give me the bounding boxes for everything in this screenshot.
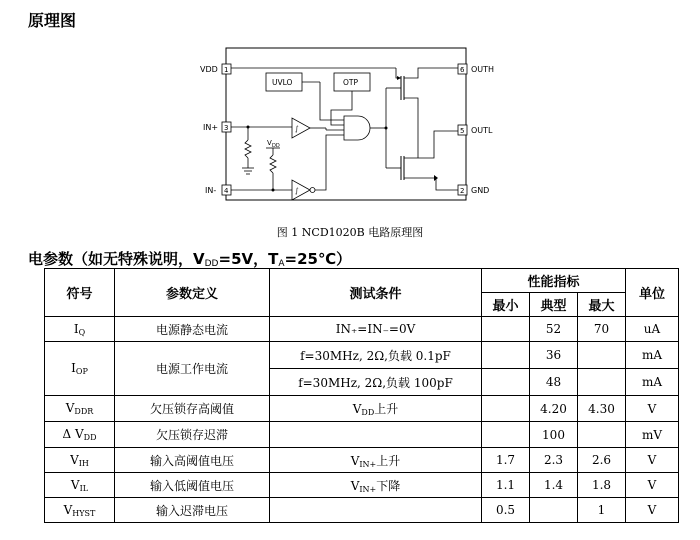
table-row [45,396,679,422]
pin-gnd-label: GND [471,186,490,195]
section-title-electrical-params: 电参数（如无特殊说明，$V_{DD}=5V$，$T_A=25℃$） [28,250,352,269]
pin-outh-num: 6 [460,66,465,74]
pin-in-minus-label: IN- [205,186,217,195]
cell-param: 欠压锁存迟滞 [115,422,270,448]
header-max: 最大 [578,293,626,317]
cell-symbol: $I_Q$ [45,317,115,342]
vdd-small-label: V [267,139,272,147]
figure-caption: 图 1 NCD1020B 电路原理图 [276,226,424,239]
cell-cond [270,498,482,523]
electrical-parameters-table [44,268,679,523]
cell-symbol: $V_{IH}$ [45,448,115,473]
cell-cond: $V_{IN+}$上升 [270,448,482,473]
table-row [45,342,679,369]
cell-typ: 36 [530,342,578,369]
cell-param: 欠压锁存高阈值 [115,396,270,422]
cell-typ [530,498,578,523]
cell-unit: mA [626,342,679,369]
cell-max [578,342,626,369]
cell-cond [270,422,482,448]
cell-cond: $V_{IN+}$下降 [270,473,482,498]
cell-unit: V [626,473,679,498]
otp-label: OTP [343,78,359,87]
cell-typ: 48 [530,369,578,396]
pin-in-plus-num: 3 [224,124,229,132]
resistor-icon [245,140,251,158]
cell-cond: IN₊=IN₋=0V [270,317,482,342]
cell-unit: mV [626,422,679,448]
cell-typ: 100 [530,422,578,448]
cell-min [482,422,530,448]
pin-vdd-num: 1 [224,66,229,74]
cell-min: 1.7 [482,448,530,473]
cell-symbol: $V_{DDR}$ [45,396,115,422]
cell-param: 电源静态电流 [115,317,270,342]
cell-typ: 4.20 [530,396,578,422]
pin-outh-label: OUTH [471,65,495,74]
table-row [45,448,679,473]
table-row [45,317,679,342]
cell-cond: f=30MHz, 2Ω,负载 0.1pF [270,342,482,369]
table-row [45,473,679,498]
cell-max [578,369,626,396]
svg-text:∫: ∫ [295,187,299,195]
pin-in-minus-num: 4 [224,187,229,195]
cell-min [482,342,530,369]
cell-min [482,369,530,396]
cell-symbol: Δ $V_{DD}$ [45,422,115,448]
table-row [45,498,679,523]
cell-unit: V [626,396,679,422]
header-min: 最小 [482,293,530,317]
cell-param: 输入低阈值电压 [115,473,270,498]
pin-outl-label: OUTL [471,126,493,135]
pin-outl-num: 5 [460,127,465,135]
cell-typ: 2.3 [530,448,578,473]
pin-vdd-label: VDD [200,65,218,74]
header-unit: 单位 [626,269,679,317]
vdd-small-sub: DD [272,143,280,149]
cell-min [482,317,530,342]
cell-unit: V [626,448,679,473]
cell-unit: uA [626,317,679,342]
cell-typ: 52 [530,317,578,342]
cell-symbol: $V_{IL}$ [45,473,115,498]
cell-max: 4.30 [578,396,626,422]
svg-text:∫: ∫ [295,125,299,133]
header-perf: 性能指标 [482,269,626,293]
and-gate-icon [344,116,370,140]
cell-max: 1 [578,498,626,523]
cell-symbol: $I_{OP}$ [45,342,115,396]
pin-in-plus-label: IN+ [203,123,219,132]
pin-gnd-num: 2 [460,187,465,195]
header-typ: 典型 [530,293,578,317]
cell-unit: mA [626,369,679,396]
table-row [45,422,679,448]
cell-max: 2.6 [578,448,626,473]
cell-min: 1.1 [482,473,530,498]
cell-symbol: $V_{HYST}$ [45,498,115,523]
cell-max [578,422,626,448]
cell-min [482,396,530,422]
cell-typ: 1.4 [530,473,578,498]
cell-max: 1.8 [578,473,626,498]
section-title-schematic: 原理图 [28,11,77,30]
cell-param: 电源工作电流 [115,342,270,396]
resistor-pullup-icon [270,155,276,173]
uvlo-label: UVLO [272,78,293,87]
header-param: 参数定义 [115,269,270,317]
cell-cond: $V_{DD}$上升 [270,396,482,422]
cell-param: 输入高阈值电压 [115,448,270,473]
cell-max: 70 [578,317,626,342]
cell-cond: f=30MHz, 2Ω,负载 100pF [270,369,482,396]
cell-min: 0.5 [482,498,530,523]
cell-unit: V [626,498,679,523]
header-symbol: 符号 [45,269,115,317]
cell-param: 输入迟滞电压 [115,498,270,523]
schematic-diagram [196,40,506,220]
header-cond: 测试条件 [270,269,482,317]
